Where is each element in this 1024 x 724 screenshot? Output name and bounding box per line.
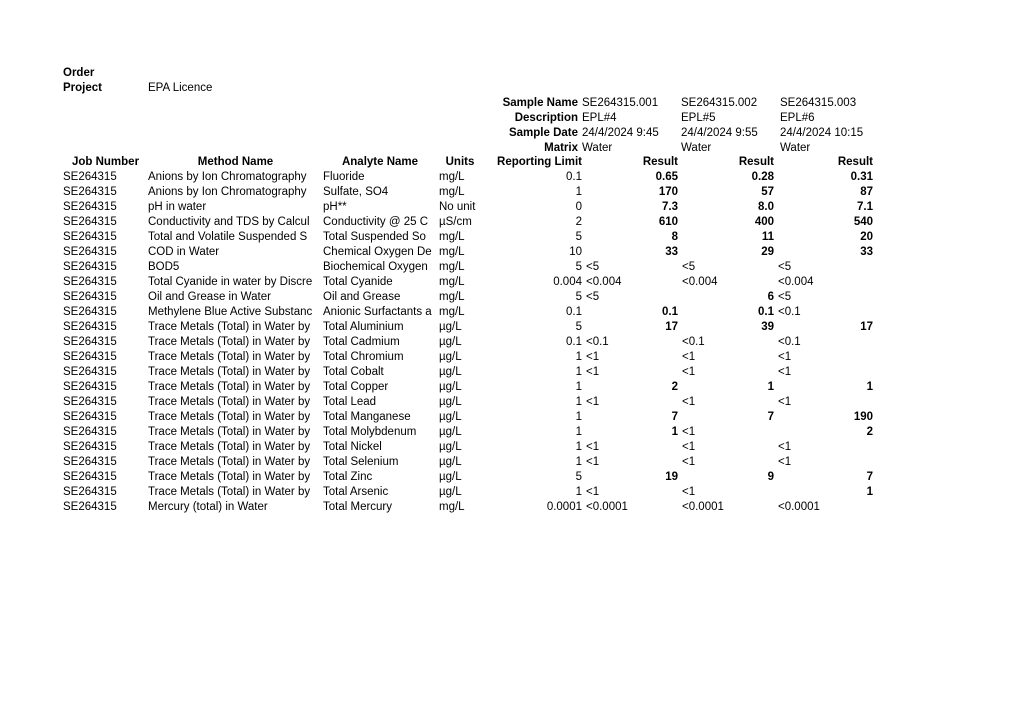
units-cell: µg/L — [439, 471, 462, 483]
result-cell-1: 17 — [665, 321, 678, 333]
method-name-cell: Trace Metals (Total) in Water by — [148, 471, 311, 483]
units-cell: µS/cm — [439, 216, 472, 228]
units-cell: No unit — [439, 201, 476, 213]
table-row — [63, 455, 873, 470]
result-cell-1: 7.3 — [662, 201, 678, 213]
reporting-limit-cell: 5 — [575, 231, 582, 243]
table-row — [63, 305, 873, 320]
sample-date-label: Sample Date — [508, 127, 578, 139]
analyte-name-cell: Total Cobalt — [323, 366, 384, 378]
job-number-cell: SE264315 — [63, 171, 117, 183]
reporting-limit-cell: 0 — [575, 201, 582, 213]
order-row — [63, 66, 463, 81]
result-cell-3: <0.1 — [778, 336, 801, 348]
job-number-cell: SE264315 — [63, 456, 117, 468]
result-cell-3: 1 — [866, 486, 873, 498]
units-cell: µg/L — [439, 441, 462, 453]
result-cell-1: 0.1 — [662, 306, 678, 318]
analyte-name-cell: Conductivity @ 25 C — [323, 216, 428, 228]
job-number-cell: SE264315 — [63, 246, 117, 258]
analyte-name-cell: Chemical Oxygen De — [323, 246, 432, 258]
table-row — [63, 440, 873, 455]
result-cell-3: 87 — [860, 186, 873, 198]
units-cell: mg/L — [439, 306, 465, 318]
analyte-name-cell: Total Nickel — [323, 441, 382, 453]
units-cell: µg/L — [439, 321, 462, 333]
method-name-cell: Anions by Ion Chromatography — [148, 186, 307, 198]
result-cell-1: 2 — [671, 381, 678, 393]
result-cell-3: <1 — [778, 396, 792, 408]
job-number-cell: SE264315 — [63, 291, 117, 303]
job-number-cell: SE264315 — [63, 336, 117, 348]
description-label: Description — [514, 112, 578, 124]
result-cell-1: <0.004 — [586, 276, 622, 288]
method-name-cell: Trace Metals (Total) in Water by — [148, 396, 311, 408]
job-number-cell: SE264315 — [63, 201, 117, 213]
units-cell: µg/L — [439, 411, 462, 423]
reporting-limit-cell: 1 — [575, 441, 582, 453]
table-row — [63, 425, 873, 440]
matrix-row — [63, 141, 873, 156]
analyte-name-cell: pH** — [323, 201, 347, 213]
analyte-name-cell: Fluoride — [323, 171, 365, 183]
result-cell-2: <1 — [682, 441, 696, 453]
result-cell-2: <1 — [682, 426, 696, 438]
units-cell: mg/L — [439, 231, 465, 243]
result-cell-1: <0.0001 — [586, 501, 628, 513]
result-cell-3: <0.0001 — [778, 501, 820, 513]
result-cell-1: <1 — [586, 351, 600, 363]
sample-name-value: SE264315.003 — [780, 97, 857, 109]
units-cell: µg/L — [439, 486, 462, 498]
result-cell-1: <1 — [586, 456, 600, 468]
table-row — [63, 335, 873, 350]
result-cell-3: <1 — [778, 366, 792, 378]
order-value — [148, 66, 463, 81]
result-cell-2: <0.0001 — [682, 501, 724, 513]
analyte-name-cell: Oil and Grease — [323, 291, 401, 303]
table-row — [63, 290, 873, 305]
reporting-limit-cell: 1 — [575, 456, 582, 468]
result-cell-3: 1 — [866, 381, 873, 393]
result-cell-2: <1 — [682, 486, 696, 498]
analyte-name-cell: Sulfate, SO4 — [323, 186, 389, 198]
method-name-cell: Methylene Blue Active Substanc — [148, 306, 313, 318]
reporting-limit-cell: 1 — [575, 426, 582, 438]
analyte-name-cell: Total Selenium — [323, 456, 399, 468]
job-number-cell: SE264315 — [63, 411, 117, 423]
job-number-cell: SE264315 — [63, 426, 117, 438]
result-cell-3: <0.1 — [778, 306, 801, 318]
result-cell-2: <1 — [682, 366, 696, 378]
method-name-cell: Trace Metals (Total) in Water by — [148, 456, 311, 468]
result-cell-3: 7.1 — [857, 201, 873, 213]
table-row — [63, 365, 873, 380]
results-table-body — [63, 170, 873, 515]
analyte-name-cell: Total Manganese — [323, 411, 411, 423]
result-cell-2: 11 — [761, 231, 774, 243]
analyte-name-cell: Total Molybdenum — [323, 426, 417, 438]
table-row — [63, 410, 873, 425]
job-number-cell: SE264315 — [63, 381, 117, 393]
result-cell-3: 0.31 — [850, 171, 873, 183]
result-cell-2: 0.28 — [751, 171, 774, 183]
result-cell-2: 8.0 — [758, 201, 774, 213]
result-cell-2: <0.1 — [682, 336, 705, 348]
job-number-cell: SE264315 — [63, 276, 117, 288]
units-cell: µg/L — [439, 336, 462, 348]
result-cell-1: <0.1 — [586, 336, 609, 348]
units-cell: mg/L — [439, 261, 465, 273]
method-name-cell: Trace Metals (Total) in Water by — [148, 441, 311, 453]
method-name-cell: Trace Metals (Total) in Water by — [148, 336, 311, 348]
method-name-cell: COD in Water — [148, 246, 220, 258]
reporting-limit-cell: 0.0001 — [546, 501, 582, 513]
reporting-limit-cell: 5 — [575, 291, 582, 303]
order-label: Order — [63, 67, 95, 79]
analyte-name-cell: Total Aluminium — [323, 321, 404, 333]
result-cell-3: 2 — [866, 426, 873, 438]
table-row — [63, 200, 873, 215]
reporting-limit-cell: 0.1 — [566, 306, 582, 318]
units-cell: mg/L — [439, 171, 465, 183]
table-row — [63, 275, 873, 290]
reporting-limit-header: Reporting Limit — [497, 156, 582, 168]
analyte-name-cell: Total Zinc — [323, 471, 373, 483]
sample-name-row — [63, 96, 873, 111]
result-cell-2: 1 — [767, 381, 774, 393]
method-name-cell: Trace Metals (Total) in Water by — [148, 411, 311, 423]
sample-date-row — [63, 126, 873, 141]
units-header: Units — [445, 156, 475, 168]
job-number-cell: SE264315 — [63, 321, 117, 333]
matrix-value: Water — [582, 142, 613, 154]
reporting-limit-cell: 1 — [575, 351, 582, 363]
result-cell-1: <1 — [586, 366, 600, 378]
result-cell-3: <5 — [778, 261, 792, 273]
method-name-cell: Trace Metals (Total) in Water by — [148, 321, 311, 333]
analyte-name-cell: Biochemical Oxygen — [323, 261, 428, 273]
reporting-limit-cell: 1 — [575, 186, 582, 198]
result-cell-3: <5 — [778, 291, 792, 303]
result-cell-1: <1 — [586, 486, 600, 498]
result-cell-2: <1 — [682, 456, 696, 468]
sample-name-value: SE264315.001 — [582, 97, 659, 109]
result-cell-2: 9 — [767, 471, 774, 483]
result-cell-3: 33 — [860, 246, 873, 258]
result-cell-1: 170 — [658, 186, 678, 198]
table-row — [63, 245, 873, 260]
description-value: EPL#6 — [780, 112, 815, 124]
method-name-cell: Anions by Ion Chromatography — [148, 171, 307, 183]
results-table — [63, 155, 873, 515]
method-name-cell: Trace Metals (Total) in Water by — [148, 426, 311, 438]
reporting-limit-cell: 1 — [575, 366, 582, 378]
result-cell-2: 39 — [761, 321, 774, 333]
units-cell: µg/L — [439, 396, 462, 408]
method-name-cell: Total Cyanide in water by Discre — [148, 276, 313, 288]
analyte-name-cell: Total Arsenic — [323, 486, 389, 498]
result-cell-3: 7 — [866, 471, 873, 483]
result-cell-2: 6 — [767, 291, 774, 303]
result-cell-2: 7 — [767, 411, 774, 423]
table-row — [63, 350, 873, 365]
table-row — [63, 230, 873, 245]
table-row — [63, 320, 873, 335]
project-row — [63, 81, 463, 96]
result-cell-1: 610 — [658, 216, 678, 228]
result-header-2: Result — [738, 156, 774, 168]
analyte-name-cell: Total Copper — [323, 381, 389, 393]
job-number-cell: SE264315 — [63, 501, 117, 513]
units-cell: µg/L — [439, 366, 462, 378]
reporting-limit-cell: 5 — [575, 471, 582, 483]
job-number-cell: SE264315 — [63, 231, 117, 243]
reporting-limit-cell: 1 — [575, 381, 582, 393]
job-number-cell: SE264315 — [63, 441, 117, 453]
result-cell-1: <1 — [586, 396, 600, 408]
units-cell: µg/L — [439, 426, 462, 438]
analyte-name-cell: Total Lead — [323, 396, 377, 408]
table-row — [63, 215, 873, 230]
order-project-block — [63, 66, 463, 96]
method-name-cell: Oil and Grease in Water — [148, 291, 271, 303]
table-row — [63, 260, 873, 275]
result-cell-1: 0.65 — [655, 171, 678, 183]
result-cell-3: <0.004 — [778, 276, 814, 288]
analyte-name-cell: Total Cyanide — [323, 276, 393, 288]
job-number-cell: SE264315 — [63, 471, 117, 483]
result-cell-3: <1 — [778, 441, 792, 453]
method-name-cell: Conductivity and TDS by Calcul — [148, 216, 310, 228]
result-cell-3: 17 — [860, 321, 873, 333]
project-label: Project — [63, 82, 102, 94]
result-cell-3: 190 — [853, 411, 873, 423]
reporting-limit-cell: 0.1 — [566, 171, 582, 183]
units-cell: µg/L — [439, 381, 462, 393]
result-cell-1: <5 — [586, 291, 600, 303]
result-cell-2: 29 — [761, 246, 774, 258]
method-name-cell: pH in water — [148, 201, 207, 213]
job-number-cell: SE264315 — [63, 366, 117, 378]
result-cell-1: <5 — [586, 261, 600, 273]
units-cell: mg/L — [439, 276, 465, 288]
table-row — [63, 470, 873, 485]
description-row — [63, 111, 873, 126]
sample-name-value: SE264315.002 — [681, 97, 758, 109]
description-value: EPL#4 — [582, 112, 617, 124]
result-cell-1: <1 — [586, 441, 600, 453]
units-cell: µg/L — [439, 351, 462, 363]
analyte-name-cell: Total Cadmium — [323, 336, 400, 348]
method-name-header: Method Name — [197, 156, 274, 168]
method-name-cell: Trace Metals (Total) in Water by — [148, 351, 311, 363]
table-header-row — [63, 155, 873, 170]
units-cell: mg/L — [439, 186, 465, 198]
job-number-cell: SE264315 — [63, 486, 117, 498]
job-number-cell: SE264315 — [63, 261, 117, 273]
analyte-name-header: Analyte Name — [341, 156, 419, 168]
table-row — [63, 170, 873, 185]
method-name-cell: Trace Metals (Total) in Water by — [148, 381, 311, 393]
units-cell: mg/L — [439, 501, 465, 513]
result-cell-2: 57 — [761, 186, 774, 198]
job-number-cell: SE264315 — [63, 216, 117, 228]
matrix-value: Water — [681, 142, 712, 154]
method-name-cell: Trace Metals (Total) in Water by — [148, 486, 311, 498]
job-number-cell: SE264315 — [63, 396, 117, 408]
job-number-cell: SE264315 — [63, 351, 117, 363]
table-row — [63, 395, 873, 410]
result-cell-1: 1 — [671, 426, 678, 438]
units-cell: mg/L — [439, 246, 465, 258]
result-cell-3: 540 — [853, 216, 873, 228]
sample-meta-block — [63, 96, 873, 156]
reporting-limit-cell: 10 — [569, 246, 582, 258]
sample-date-value: 24/4/2024 9:55 — [681, 127, 758, 139]
table-row — [63, 185, 873, 200]
reporting-limit-cell: 2 — [575, 216, 582, 228]
result-cell-2: 0.1 — [758, 306, 774, 318]
reporting-limit-cell: 0.1 — [566, 336, 582, 348]
reporting-limit-cell: 5 — [575, 321, 582, 333]
table-row — [63, 380, 873, 395]
result-cell-1: 33 — [665, 246, 678, 258]
analyte-name-cell: Total Chromium — [323, 351, 404, 363]
table-row — [63, 485, 873, 500]
sample-name-label: Sample Name — [502, 97, 578, 109]
analyte-name-cell: Anionic Surfactants a — [323, 306, 432, 318]
table-row — [63, 500, 873, 515]
units-cell: mg/L — [439, 291, 465, 303]
reporting-limit-cell: 1 — [575, 396, 582, 408]
result-header-1: Result — [642, 156, 678, 168]
result-cell-1: 7 — [671, 411, 678, 423]
units-cell: µg/L — [439, 456, 462, 468]
reporting-limit-cell: 0.004 — [553, 276, 582, 288]
method-name-cell: Total and Volatile Suspended S — [148, 231, 308, 243]
method-name-cell: Mercury (total) in Water — [148, 501, 268, 513]
result-cell-2: <1 — [682, 396, 696, 408]
job-number-cell: SE264315 — [63, 186, 117, 198]
description-value: EPL#5 — [681, 112, 716, 124]
sample-date-value: 24/4/2024 9:45 — [582, 127, 659, 139]
sample-date-value: 24/4/2024 10:15 — [780, 127, 864, 139]
project-value: EPA Licence — [148, 82, 213, 94]
analyte-name-cell: Total Mercury — [323, 501, 393, 513]
result-cell-2: <5 — [682, 261, 696, 273]
reporting-limit-cell: 5 — [575, 261, 582, 273]
matrix-label: Matrix — [544, 142, 578, 154]
result-cell-2: 400 — [754, 216, 774, 228]
job-number-header: Job Number — [71, 156, 140, 168]
result-cell-1: 8 — [671, 231, 678, 243]
reporting-limit-cell: 1 — [575, 411, 582, 423]
reporting-limit-cell: 1 — [575, 486, 582, 498]
analyte-name-cell: Total Suspended So — [323, 231, 426, 243]
job-number-cell: SE264315 — [63, 306, 117, 318]
result-cell-3: 20 — [860, 231, 873, 243]
method-name-cell: BOD5 — [148, 261, 180, 273]
result-cell-1: 19 — [665, 471, 678, 483]
matrix-value: Water — [780, 142, 811, 154]
method-name-cell: Trace Metals (Total) in Water by — [148, 366, 311, 378]
result-cell-2: <1 — [682, 351, 696, 363]
result-cell-3: <1 — [778, 351, 792, 363]
result-cell-3: <1 — [778, 456, 792, 468]
result-header-3: Result — [837, 156, 873, 168]
result-cell-2: <0.004 — [682, 276, 718, 288]
